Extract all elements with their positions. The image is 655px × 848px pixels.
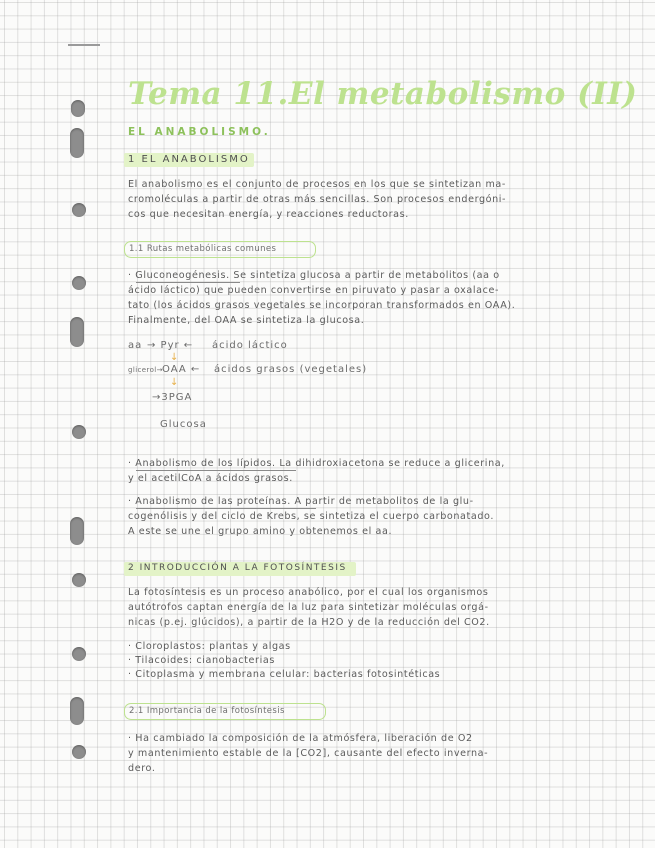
binder-hole xyxy=(72,573,86,587)
text-line: cromoléculas a partir de otras más sencillas. Son procesos endergóni- xyxy=(128,194,507,205)
text-line: · Gluconeogénesis. Se sintetiza glucosa a partir de metabolitos (aa o xyxy=(128,270,500,281)
diagram-3pga: →3PGA xyxy=(152,392,193,403)
text-line: nicas (p.ej. glúcidos), a partir de la H2O y de la reducción del CO2. xyxy=(128,617,490,628)
text-line: y mantenimiento estable de la [CO2], causante del efecto inverna- xyxy=(128,748,489,759)
text-line: ácido láctico) que pueden convertirse en piruvato y pasar a oxalace- xyxy=(128,285,500,296)
text-line: cogenólisis y del ciclo de Krebs, se sintetiza el cuerpo carbonatado. xyxy=(128,511,494,522)
binder-hole xyxy=(70,128,84,158)
binder-hole xyxy=(72,425,86,439)
diagram-aa: aa xyxy=(128,340,143,351)
binder-hole xyxy=(71,100,85,117)
list-item: · Tilacoides: cianobacterias xyxy=(128,655,275,666)
text-line: La fotosíntesis es un proceso anabólico, por el cual los organismos xyxy=(128,587,489,598)
text-line: autótrofos captan energía de la luz para sintetizar moléculas orgá- xyxy=(128,602,489,613)
text-line: · Anabolismo de los lípidos. La dihidroxiacetona se reduce a glicerina, xyxy=(128,458,505,469)
text-line: El anabolismo es el conjunto de procesos en los que se sintetizan ma- xyxy=(128,179,506,190)
text-line: dero. xyxy=(128,763,156,774)
binder-hole xyxy=(72,276,86,290)
section-heading: 2 INTRODUCCIÓN A LA FOTOSÍNTESIS xyxy=(128,563,347,573)
down-arrow-icon: ↓ xyxy=(170,352,179,363)
binder-hole xyxy=(72,647,86,661)
page-subtitle: EL ANABOLISMO. xyxy=(128,126,271,138)
top-edge-mark xyxy=(68,44,100,46)
diagram-glicerol: glicerol→ xyxy=(128,366,163,374)
diagram-oaa: OAA ← xyxy=(162,364,201,375)
subsection-heading: 1.1 Rutas metabólicas comunes xyxy=(129,244,277,254)
page-title: Tema 11.El metabolismo (II) xyxy=(128,76,638,112)
binder-hole xyxy=(72,203,86,217)
list-item: · Cloroplastos: plantas y algas xyxy=(128,641,291,652)
text-line: cos que necesitan energía, y reacciones reductoras. xyxy=(128,209,409,220)
text-line: tato (los ácidos grasos vegetales se incorporan transformados en OAA). xyxy=(128,300,516,311)
text-line: · Anabolismo de las proteínas. A partir de metabolitos de la glu- xyxy=(128,496,474,507)
text-line: · Ha cambiado la composición de la atmósfera, liberación de O2 xyxy=(128,733,473,744)
underline xyxy=(136,470,296,471)
diagram-fatty: ácidos grasos (vegetales) xyxy=(214,364,368,375)
underline xyxy=(136,508,316,509)
diagram-glucosa: Glucosa xyxy=(160,419,207,430)
binder-hole xyxy=(70,697,84,725)
down-arrow-icon: ↓ xyxy=(170,377,179,388)
underline xyxy=(136,282,240,283)
binder-hole xyxy=(70,317,84,347)
text-line: y el acetilCoA a ácidos grasos. xyxy=(128,473,293,484)
binder-hole xyxy=(72,745,86,759)
binder-hole xyxy=(70,517,84,545)
section-heading: 1 EL ANABOLISMO xyxy=(128,154,250,165)
diagram-pyr: → Pyr ← xyxy=(147,340,194,351)
list-item: · Citoplasma y membrana celular: bacterias fotosintéticas xyxy=(128,669,441,680)
text-line: A este se une el grupo amino y obtenemos el aa. xyxy=(128,526,393,537)
text-line: Finalmente, del OAA se sintetiza la glucosa. xyxy=(128,315,365,326)
diagram-lactic: ácido láctico xyxy=(212,340,288,351)
subsection-heading: 2.1 Importancia de la fotosíntesis xyxy=(129,706,285,716)
